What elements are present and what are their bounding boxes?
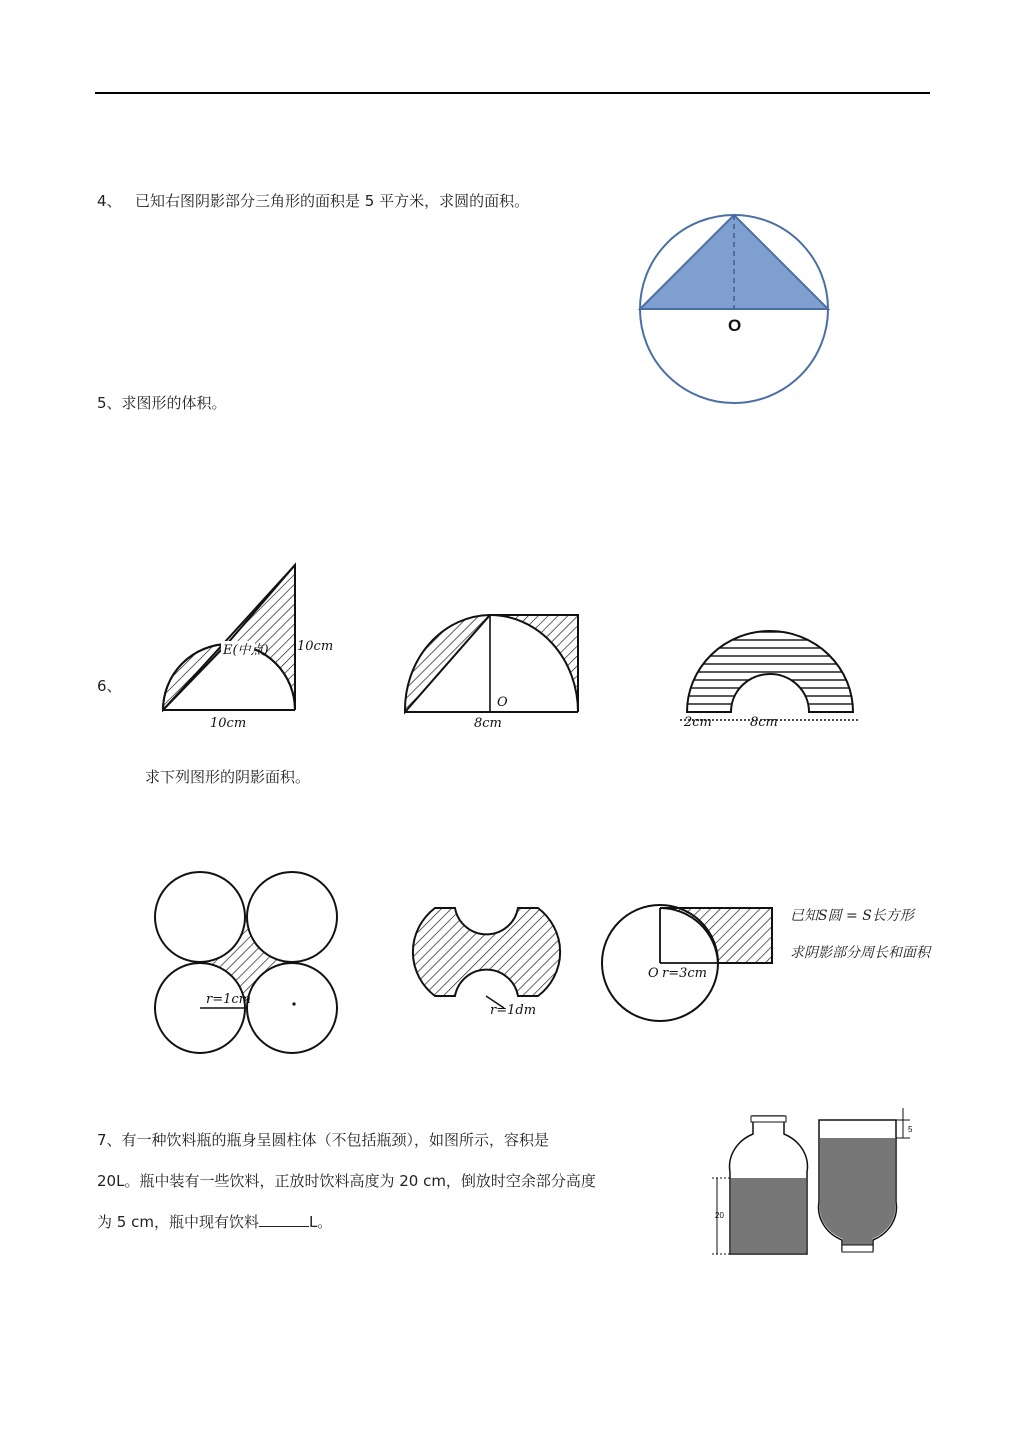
q6-fig4-circle-tl — [155, 872, 245, 962]
q6-fig2 — [400, 605, 595, 735]
q4-circle-figure — [630, 205, 840, 410]
q6-fig3-label-right: 8cm — [750, 715, 778, 730]
q6-number: 6、 — [97, 677, 122, 695]
q7-upright-liquid — [731, 1178, 806, 1253]
q6-fig6-shade — [660, 908, 772, 963]
q6-fig6-note-line2: 求阴影部分周长和面积 — [790, 945, 930, 961]
q6-fig1-label-base: 10cm — [210, 716, 247, 731]
q7-inverted-liquid — [820, 1138, 896, 1245]
q6-fig6 — [600, 900, 780, 1025]
q7-bottle-figure — [705, 1100, 930, 1260]
q6-fig3-label-left: 2cm — [684, 715, 712, 730]
q6-fig2-left-shade — [405, 615, 490, 712]
q6-fig4-label-r: r=1cm — [206, 992, 251, 1007]
q7-upright-cap — [751, 1116, 786, 1122]
q6-fig4-center-dot — [292, 1002, 295, 1005]
q7-line3-unit: L。 — [308, 1213, 333, 1231]
q4-number: 4、 — [97, 192, 122, 210]
q7-answer-blank[interactable] — [259, 1212, 309, 1227]
q7-inverted-cap — [842, 1245, 873, 1252]
q6-fig4-circle-br — [247, 963, 337, 1053]
q6-fig5-shape — [413, 908, 560, 996]
q6-fig2-label-o: O — [497, 695, 508, 710]
q6-fig6-note-line1: 已知S圆 = S长方形 — [790, 908, 914, 924]
q6-fig4-circle-tr — [247, 872, 337, 962]
q6-fig3 — [670, 620, 870, 735]
q6-fig6-label-o: O — [648, 966, 659, 981]
header-rule — [95, 92, 930, 94]
q6-subtitle: 求下列图形的阴影面积。 — [145, 768, 311, 786]
q6-fig5-label-r: r=1dm — [490, 1003, 537, 1018]
q7-line3 — [97, 1211, 332, 1232]
q4-center-label: O — [728, 316, 742, 335]
q6-fig3-ring — [687, 631, 853, 712]
q4-text: 已知右图阴影部分三角形的面积是 5 平方米，求圆的面积。 — [135, 192, 530, 210]
q7-line2: 20L。瓶中装有一些饮料，正放时饮料高度为 20 cm，倒放时空余部分高度 — [97, 1172, 596, 1190]
q6-fig1 — [155, 555, 345, 735]
q5-text: 5、求图形的体积。 — [97, 394, 227, 412]
q6-fig1-label-side: 10cm — [297, 639, 334, 654]
q6-fig1-label-e: E(中点) — [223, 643, 269, 658]
q7-line1: 7、有一种饮料瓶的瓶身呈圆柱体（不包括瓶颈），如图所示，容积是 — [97, 1131, 550, 1149]
q6-fig5 — [410, 900, 585, 1025]
q7-label-5: 5 — [908, 1125, 913, 1134]
q7-line3-text: 为 5 cm，瓶中现有饮料 — [97, 1213, 259, 1231]
q6-fig2-label-base: 8cm — [474, 716, 502, 731]
q6-fig6-label-r: r=3cm — [662, 966, 707, 981]
q6-fig4 — [148, 870, 348, 1060]
q7-label-20: 20 — [715, 1211, 724, 1220]
q6-fig1-right-shade — [227, 565, 295, 710]
